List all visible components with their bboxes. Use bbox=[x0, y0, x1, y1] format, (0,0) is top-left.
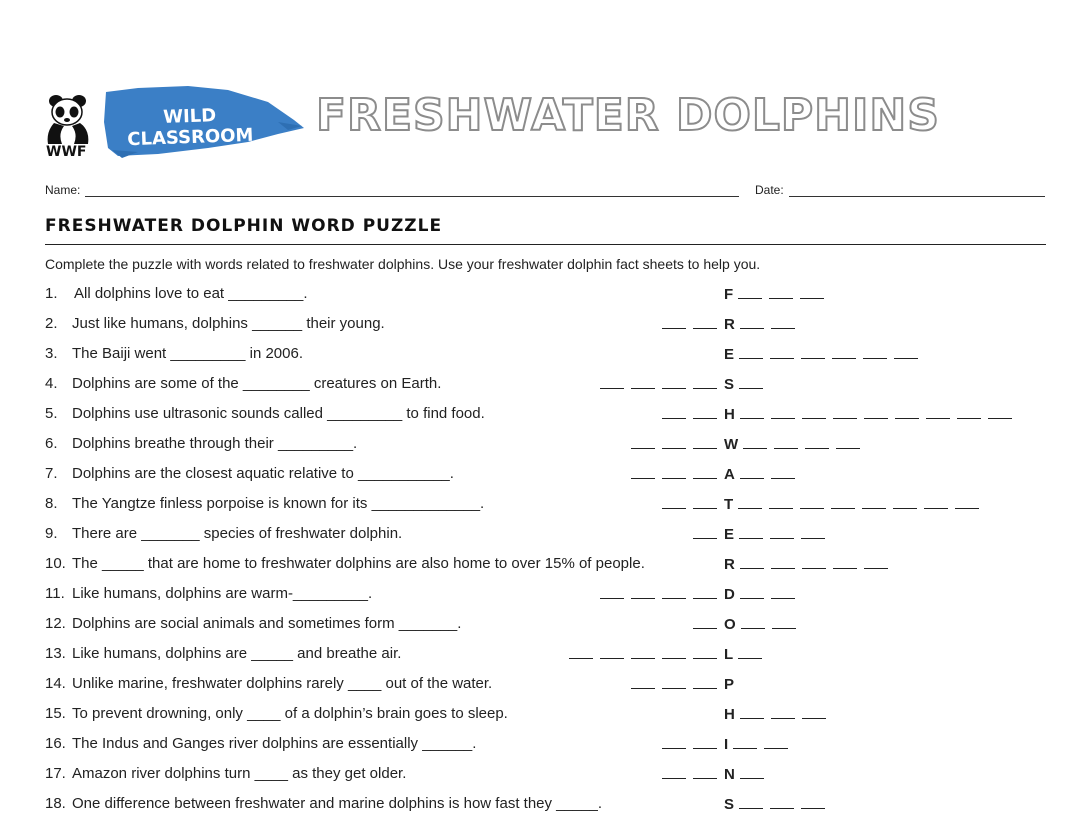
letter-blank[interactable] bbox=[693, 493, 717, 509]
letter-blank[interactable] bbox=[569, 643, 593, 659]
letter-blank[interactable] bbox=[800, 493, 824, 509]
answer-blanks[interactable] bbox=[631, 433, 867, 453]
key-letter: D bbox=[724, 586, 735, 603]
answer-blanks[interactable] bbox=[724, 343, 925, 363]
answer-blanks[interactable] bbox=[693, 613, 803, 633]
letter-blank[interactable] bbox=[770, 793, 794, 809]
letter-blank[interactable] bbox=[662, 433, 686, 449]
key-letter: O bbox=[724, 616, 736, 633]
letter-blank[interactable] bbox=[693, 373, 717, 389]
question-number: 15. bbox=[45, 705, 66, 722]
letter-blank[interactable] bbox=[738, 643, 762, 659]
name-field[interactable] bbox=[85, 196, 739, 197]
letter-blank[interactable] bbox=[771, 403, 795, 419]
answer-blanks[interactable] bbox=[662, 403, 1019, 423]
letter-blank[interactable] bbox=[662, 643, 686, 659]
letter-blank[interactable] bbox=[771, 313, 795, 329]
letter-blank[interactable] bbox=[739, 793, 763, 809]
question-row bbox=[0, 583, 1080, 607]
question-row bbox=[0, 643, 1080, 667]
question-number: 7. bbox=[45, 465, 58, 482]
letter-blank[interactable] bbox=[771, 583, 795, 599]
letter-blank[interactable] bbox=[740, 703, 764, 719]
letter-blank[interactable] bbox=[740, 313, 764, 329]
letter-blank[interactable] bbox=[988, 403, 1012, 419]
question-row bbox=[0, 553, 1080, 577]
letter-blank[interactable] bbox=[693, 673, 717, 689]
question-number: 10. bbox=[45, 555, 66, 572]
letter-blank[interactable] bbox=[662, 373, 686, 389]
letter-blank[interactable] bbox=[771, 703, 795, 719]
puzzle-instructions: Complete the puzzle with words related to freshwater dolphins. Use your freshwater dolphin fact sheets to help you. bbox=[45, 256, 761, 272]
letter-blank[interactable] bbox=[771, 463, 795, 479]
letter-blank[interactable] bbox=[631, 673, 655, 689]
name-label: Name: bbox=[45, 183, 81, 197]
letter-blank[interactable] bbox=[600, 373, 624, 389]
letter-blank[interactable] bbox=[805, 433, 829, 449]
letter-blank[interactable] bbox=[631, 373, 655, 389]
letter-blank[interactable] bbox=[743, 433, 767, 449]
question-number: 4. bbox=[45, 375, 58, 392]
question-text: The _____ that are home to freshwater dolphins are also home to over 15% of people. bbox=[72, 555, 645, 572]
letter-blank[interactable] bbox=[864, 553, 888, 569]
answer-blanks[interactable] bbox=[724, 553, 895, 573]
wild-classroom-label: WILD CLASSROOM bbox=[126, 105, 254, 151]
letter-blank[interactable] bbox=[693, 433, 717, 449]
answer-blanks[interactable] bbox=[724, 703, 833, 723]
letter-blank[interactable] bbox=[600, 643, 624, 659]
question-number: 18. bbox=[45, 795, 66, 812]
key-letter: R bbox=[724, 316, 735, 333]
question-text: Like humans, dolphins are _____ and breathe air. bbox=[72, 645, 402, 662]
question-row bbox=[0, 493, 1080, 517]
key-letter: W bbox=[724, 436, 739, 453]
question-row bbox=[0, 763, 1080, 787]
letter-blank[interactable] bbox=[662, 673, 686, 689]
letter-blank[interactable] bbox=[693, 463, 717, 479]
key-letter: E bbox=[724, 526, 735, 543]
key-letter: I bbox=[724, 736, 729, 753]
key-letter: F bbox=[724, 286, 734, 303]
question-text: There are _______ species of freshwater dolphin. bbox=[72, 525, 403, 542]
question-text: One difference between freshwater and marine dolphins is how fast they _____. bbox=[72, 795, 603, 812]
question-row bbox=[0, 433, 1080, 457]
letter-blank[interactable] bbox=[631, 643, 655, 659]
date-label: Date: bbox=[755, 183, 784, 197]
question-text: Like humans, dolphins are warm-_________. bbox=[72, 585, 373, 602]
letter-blank[interactable] bbox=[957, 403, 981, 419]
letter-blank[interactable] bbox=[662, 733, 686, 749]
letter-blank[interactable] bbox=[662, 463, 686, 479]
letter-blank[interactable] bbox=[833, 403, 857, 419]
question-row bbox=[0, 463, 1080, 487]
question-row bbox=[0, 673, 1080, 697]
letter-blank[interactable] bbox=[801, 793, 825, 809]
letter-blank[interactable] bbox=[733, 733, 757, 749]
letter-blank[interactable] bbox=[739, 343, 763, 359]
letter-blank[interactable] bbox=[662, 403, 686, 419]
date-field[interactable] bbox=[789, 196, 1045, 197]
question-number: 17. bbox=[45, 765, 66, 782]
letter-blank[interactable] bbox=[740, 763, 764, 779]
worksheet-header bbox=[0, 0, 1080, 170]
question-text: Dolphins are the closest aquatic relative to ___________. bbox=[72, 465, 454, 482]
letter-blank[interactable] bbox=[774, 433, 798, 449]
question-row bbox=[0, 343, 1080, 367]
letter-blank[interactable] bbox=[770, 523, 794, 539]
letter-blank[interactable] bbox=[895, 403, 919, 419]
letter-blank[interactable] bbox=[924, 493, 948, 509]
letter-blank[interactable] bbox=[926, 403, 950, 419]
question-row bbox=[0, 313, 1080, 337]
question-text: All dolphins love to eat _________. bbox=[74, 285, 308, 302]
letter-blank[interactable] bbox=[740, 403, 764, 419]
letter-blank[interactable] bbox=[769, 283, 793, 299]
letter-blank[interactable] bbox=[738, 493, 762, 509]
letter-blank[interactable] bbox=[800, 283, 824, 299]
question-number: 2. bbox=[45, 315, 58, 332]
letter-blank[interactable] bbox=[836, 433, 860, 449]
letter-blank[interactable] bbox=[631, 583, 655, 599]
key-letter: N bbox=[724, 766, 735, 783]
letter-blank[interactable] bbox=[802, 703, 826, 719]
key-letter: R bbox=[724, 556, 735, 573]
question-row bbox=[0, 733, 1080, 757]
question-number: 1. bbox=[45, 285, 58, 302]
letter-blank[interactable] bbox=[662, 763, 686, 779]
answer-blanks[interactable] bbox=[569, 643, 769, 663]
letter-blank[interactable] bbox=[772, 613, 796, 629]
key-letter: S bbox=[724, 796, 735, 813]
letter-blank[interactable] bbox=[802, 553, 826, 569]
letter-blank[interactable] bbox=[739, 373, 763, 389]
question-text: Unlike marine, freshwater dolphins rarely ____ out of the water. bbox=[72, 675, 493, 692]
letter-blank[interactable] bbox=[693, 613, 717, 629]
letter-blank[interactable] bbox=[893, 493, 917, 509]
question-text: The Yangtze finless porpoise is known for its _____________. bbox=[72, 495, 485, 512]
answer-blanks[interactable] bbox=[662, 733, 795, 753]
letter-blank[interactable] bbox=[693, 583, 717, 599]
letter-blank[interactable] bbox=[738, 283, 762, 299]
question-text: Dolphins are some of the ________ creatures on Earth. bbox=[72, 375, 442, 392]
letter-blank[interactable] bbox=[764, 733, 788, 749]
letter-blank[interactable] bbox=[833, 553, 857, 569]
question-text: Dolphins breathe through their _________. bbox=[72, 435, 358, 452]
question-number: 8. bbox=[45, 495, 58, 512]
letter-blank[interactable] bbox=[740, 583, 764, 599]
name-date-row bbox=[45, 183, 1045, 201]
letter-blank[interactable] bbox=[863, 343, 887, 359]
question-number: 14. bbox=[45, 675, 66, 692]
question-number: 9. bbox=[45, 525, 58, 542]
question-number: 12. bbox=[45, 615, 66, 632]
letter-blank[interactable] bbox=[864, 403, 888, 419]
question-text: The Indus and Ganges river dolphins are essentially ______. bbox=[72, 735, 477, 752]
page-title: FRESHWATER DOLPHINS bbox=[316, 90, 940, 141]
question-text: Dolphins are social animals and sometimes form _______. bbox=[72, 615, 462, 632]
question-text: The Baiji went _________ in 2006. bbox=[72, 345, 304, 362]
answer-blanks[interactable] bbox=[600, 373, 770, 393]
question-row bbox=[0, 703, 1080, 727]
question-number: 16. bbox=[45, 735, 66, 752]
question-text: Just like humans, dolphins ______ their young. bbox=[72, 315, 385, 332]
letter-blank[interactable] bbox=[801, 523, 825, 539]
question-number: 11. bbox=[45, 585, 65, 602]
letter-blank[interactable] bbox=[631, 433, 655, 449]
key-letter: L bbox=[724, 646, 734, 663]
answer-blanks[interactable] bbox=[631, 463, 802, 483]
letter-blank[interactable] bbox=[769, 493, 793, 509]
letter-blank[interactable] bbox=[693, 403, 717, 419]
puzzle-title: FRESHWATER DOLPHIN WORD PUZZLE bbox=[45, 216, 443, 236]
question-text: Amazon river dolphins turn ____ as they get older. bbox=[72, 765, 407, 782]
letter-blank[interactable] bbox=[662, 493, 686, 509]
letter-blank[interactable] bbox=[894, 343, 918, 359]
question-row bbox=[0, 283, 1080, 307]
letter-blank[interactable] bbox=[741, 613, 765, 629]
key-letter: S bbox=[724, 376, 735, 393]
letter-blank[interactable] bbox=[740, 553, 764, 569]
question-row bbox=[0, 403, 1080, 427]
letter-blank[interactable] bbox=[862, 493, 886, 509]
letter-blank[interactable] bbox=[740, 463, 764, 479]
letter-blank[interactable] bbox=[831, 493, 855, 509]
letter-blank[interactable] bbox=[693, 523, 717, 539]
key-letter: T bbox=[724, 496, 734, 513]
letter-blank[interactable] bbox=[802, 403, 826, 419]
letter-blank[interactable] bbox=[693, 643, 717, 659]
key-letter: H bbox=[724, 406, 735, 423]
section-divider bbox=[45, 244, 1046, 245]
answer-blanks[interactable] bbox=[600, 583, 802, 603]
key-letter: E bbox=[724, 346, 735, 363]
question-row bbox=[0, 523, 1080, 547]
letter-blank[interactable] bbox=[693, 763, 717, 779]
wwf-logo-text: WWF bbox=[46, 144, 87, 160]
letter-blank[interactable] bbox=[631, 463, 655, 479]
answer-blanks[interactable] bbox=[693, 523, 832, 543]
question-number: 13. bbox=[45, 645, 66, 662]
question-text: To prevent drowning, only ____ of a dolphin’s brain goes to sleep. bbox=[72, 705, 508, 722]
letter-blank[interactable] bbox=[662, 583, 686, 599]
letter-blank[interactable] bbox=[771, 553, 795, 569]
letter-blank[interactable] bbox=[801, 343, 825, 359]
letter-blank[interactable] bbox=[832, 343, 856, 359]
answer-blanks[interactable] bbox=[662, 313, 802, 333]
question-text: Dolphins use ultrasonic sounds called _________ to find food. bbox=[72, 405, 485, 422]
letter-blank[interactable] bbox=[693, 733, 717, 749]
answer-blanks[interactable] bbox=[631, 673, 739, 693]
letter-blank[interactable] bbox=[770, 343, 794, 359]
question-number: 5. bbox=[45, 405, 58, 422]
key-letter: P bbox=[724, 676, 735, 693]
letter-blank[interactable] bbox=[739, 523, 763, 539]
letter-blank[interactable] bbox=[955, 493, 979, 509]
question-number: 3. bbox=[45, 345, 58, 362]
letter-blank[interactable] bbox=[600, 583, 624, 599]
key-letter: H bbox=[724, 706, 735, 723]
answer-blanks[interactable] bbox=[724, 283, 831, 303]
answer-blanks[interactable] bbox=[662, 493, 986, 513]
letter-blank[interactable] bbox=[662, 313, 686, 329]
question-row bbox=[0, 793, 1080, 817]
question-number: 6. bbox=[45, 435, 58, 452]
answer-blanks[interactable] bbox=[724, 793, 832, 813]
letter-blank[interactable] bbox=[693, 313, 717, 329]
answer-blanks[interactable] bbox=[662, 763, 771, 783]
question-row bbox=[0, 373, 1080, 397]
key-letter: A bbox=[724, 466, 735, 483]
question-row bbox=[0, 613, 1080, 637]
